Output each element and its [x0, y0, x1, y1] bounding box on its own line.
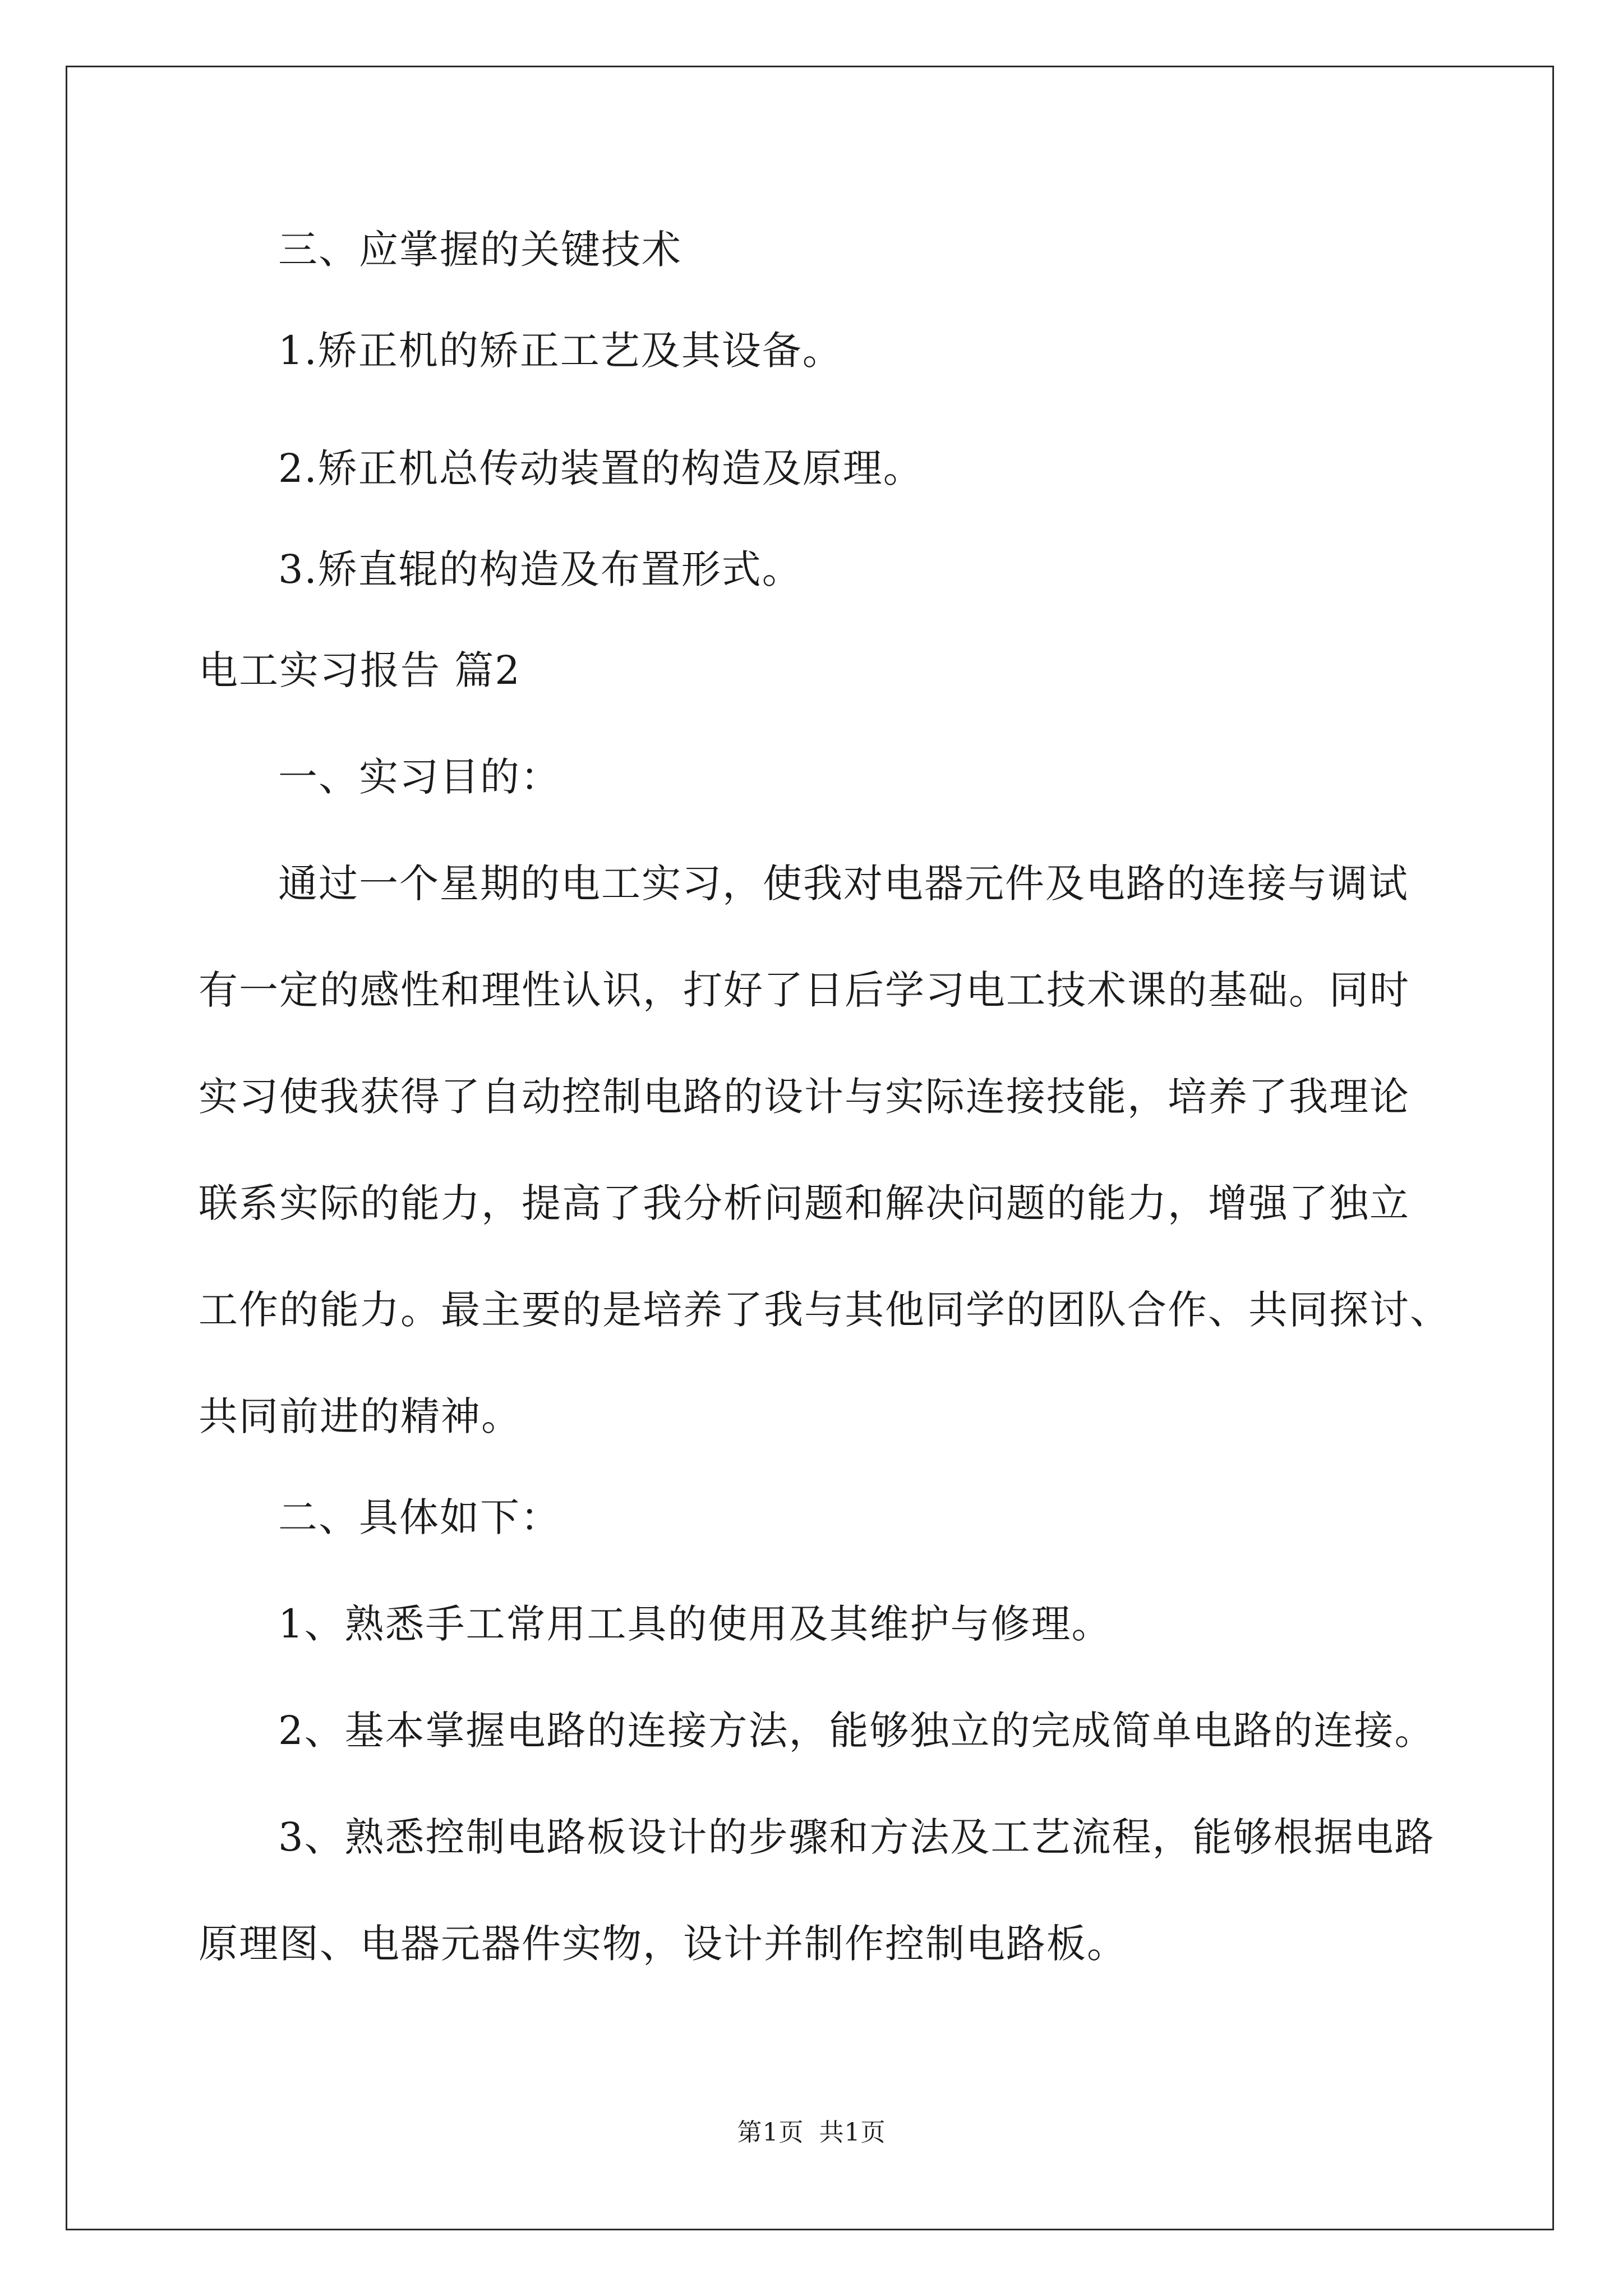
detail-item-2: 2、基本掌握电路的连接方法，能够独立的完成简单电路的连接。 — [278, 1708, 1435, 1754]
detail-item-3-continued: 原理图、电器元器件实物，设计并制作控制电路板。 — [199, 1921, 1127, 1967]
page-total: 共1页 — [819, 2118, 886, 2147]
paragraph-line: 工作的能力。最主要的是培养了我与其他同学的团队合作、共同探讨、 — [199, 1287, 1450, 1333]
section-heading-purpose: 一、实习目的： — [278, 754, 561, 800]
paragraph-line: 共同前进的精神。 — [199, 1393, 522, 1439]
detail-item-1: 1、熟悉手工常用工具的使用及其维护与修理。 — [278, 1601, 1112, 1647]
report-title: 电工实习报告 篇2 — [199, 647, 521, 693]
paragraph-line: 实习使我获得了自动控制电路的设计与实际连接技能，培养了我理论 — [199, 1074, 1410, 1120]
section-heading-details: 二、具体如下： — [278, 1494, 561, 1540]
list-item-1: 1.矫正机的矫正工艺及其设备。 — [278, 328, 843, 374]
paragraph-line: 联系实际的能力，提高了我分析问题和解决问题的能力，增强了独立 — [199, 1180, 1410, 1226]
section-heading-key-tech: 三、应掌握的关键技术 — [278, 227, 682, 273]
list-item-3: 3.矫直辊的构造及布置形式。 — [278, 546, 803, 592]
paragraph-line: 有一定的感性和理性认识，打好了日后学习电工技术课的基础。同时 — [199, 967, 1410, 1013]
paragraph-line: 通过一个星期的电工实习，使我对电器元件及电路的连接与调试 — [278, 861, 1409, 907]
page-footer — [0, 2117, 1623, 2148]
detail-item-3: 3、熟悉控制电路板设计的步骤和方法及工艺流程，能够根据电路 — [278, 1814, 1435, 1860]
page-border — [66, 66, 1554, 2230]
page-current: 第1页 — [737, 2118, 804, 2147]
list-item-2: 2.矫正机总传动装置的构造及原理。 — [278, 445, 924, 491]
